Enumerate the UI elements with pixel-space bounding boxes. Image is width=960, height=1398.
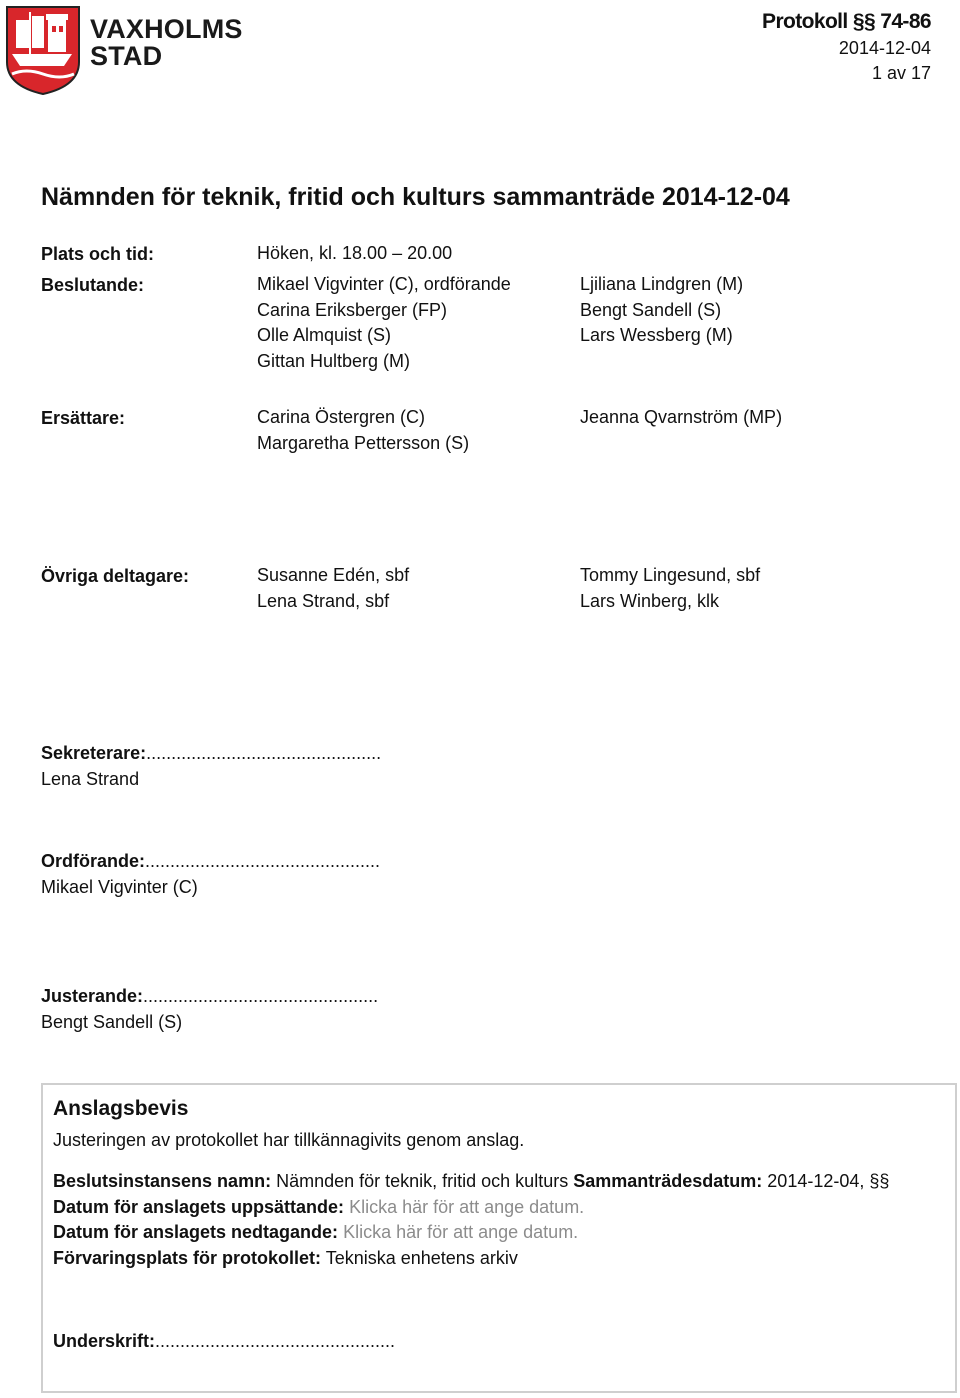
uppsattande-label: Datum för anslagets uppsättande: xyxy=(53,1197,345,1217)
ovriga-col1 xyxy=(257,563,409,614)
member-name: Olle Almquist (S) xyxy=(257,325,392,345)
participant-name: Susanne Edén, sbf xyxy=(257,565,410,585)
forvaring-value: Tekniska enhetens arkiv xyxy=(325,1248,518,1268)
signature-name: Lena Strand xyxy=(41,768,140,789)
ersattare-col2 xyxy=(580,405,782,431)
member-name: Carina Eriksberger (FP) xyxy=(257,299,448,320)
uppsattande-date-field[interactable]: Klicka här för att ange datum. xyxy=(349,1197,585,1217)
anslag-intro: Justeringen av protokollet har tillkännagivits genom anslag. xyxy=(53,1130,525,1150)
page-indicator: 1 av 17 xyxy=(871,63,931,83)
signature-label: Justerande: xyxy=(41,986,144,1006)
beslutande-col2 xyxy=(580,272,743,349)
signature-justerande xyxy=(41,984,378,1035)
page-title: Nämnden för teknik, fritid och kulturs sammanträde 2014-12-04 xyxy=(41,183,790,211)
sammantradesdatum-label: Sammanträdesdatum: xyxy=(573,1171,763,1191)
member-name: Bengt Sandell (S) xyxy=(580,299,722,320)
signature-name: Bengt Sandell (S) xyxy=(41,1011,183,1032)
sammantradesdatum-value: 2014-12-04, §§ xyxy=(767,1171,890,1191)
logo-text-line1: VAXHOLMS xyxy=(90,14,243,44)
participant-name: Lena Strand, sbf xyxy=(257,590,390,611)
instans-value: Nämnden för teknik, fritid och kulturs xyxy=(276,1171,569,1191)
beslutande-col1 xyxy=(257,272,511,374)
forvaring-label: Förvaringsplats för protokollet: xyxy=(53,1248,322,1268)
anslag-forvaring-row xyxy=(53,1248,518,1269)
member-name: Jeanna Qvarnström (MP) xyxy=(580,407,783,427)
participant-name: Tommy Lingesund, sbf xyxy=(580,565,761,585)
logo-text-line2: STAD xyxy=(90,41,163,71)
vaxholm-crest-logo xyxy=(4,4,82,96)
signature-label: Sekreterare: xyxy=(41,743,147,763)
signature-line: ............................................... xyxy=(143,986,379,1006)
participant-name: Lars Winberg, klk xyxy=(580,590,720,611)
member-name: Mikael Vigvinter (C), ordförande xyxy=(257,274,511,294)
header-date: 2014-12-04 xyxy=(838,38,931,58)
signature-name: Mikael Vigvinter (C) xyxy=(41,876,198,897)
signature-ordforande xyxy=(41,849,380,900)
plats-value: Höken, kl. 18.00 – 20.00 xyxy=(257,243,453,263)
anslag-uppsattande-row xyxy=(53,1197,584,1218)
member-name: Lars Wessberg (M) xyxy=(580,325,733,345)
underskrift-line: ................................................ xyxy=(155,1331,396,1351)
member-name: Gittan Hultberg (M) xyxy=(257,350,411,371)
member-name: Carina Östergren (C) xyxy=(257,407,426,427)
member-name: Ljiliana Lindgren (M) xyxy=(580,274,744,294)
anslag-instans-row xyxy=(53,1171,889,1192)
signature-label: Ordförande: xyxy=(41,851,146,871)
signature-sekreterare xyxy=(41,741,381,792)
signature-line: ............................................... xyxy=(146,743,382,763)
plats-label: Plats och tid: xyxy=(41,244,155,264)
protocol-number: Protokoll §§ 74-86 xyxy=(762,10,931,33)
member-name: Margaretha Pettersson (S) xyxy=(257,432,470,453)
ersattare-col1 xyxy=(257,405,469,456)
anslag-nedtagande-row xyxy=(53,1222,578,1243)
nedtagande-label: Datum för anslagets nedtagande: xyxy=(53,1222,339,1242)
ovriga-label: Övriga deltagare: xyxy=(41,566,190,586)
underskrift-label: Underskrift: xyxy=(53,1331,156,1351)
anslagsbevis-title: Anslagsbevis xyxy=(53,1097,189,1120)
nedtagande-date-field[interactable]: Klicka här för att ange datum. xyxy=(343,1222,579,1242)
ersattare-label: Ersättare: xyxy=(41,408,126,428)
ovriga-col2 xyxy=(580,563,760,614)
signature-line: ............................................... xyxy=(145,851,381,871)
logo-wordmark xyxy=(90,16,243,70)
beslutande-label: Beslutande: xyxy=(41,275,145,295)
instans-label: Beslutsinstansens namn: xyxy=(53,1171,272,1191)
underskrift-row xyxy=(53,1331,395,1352)
